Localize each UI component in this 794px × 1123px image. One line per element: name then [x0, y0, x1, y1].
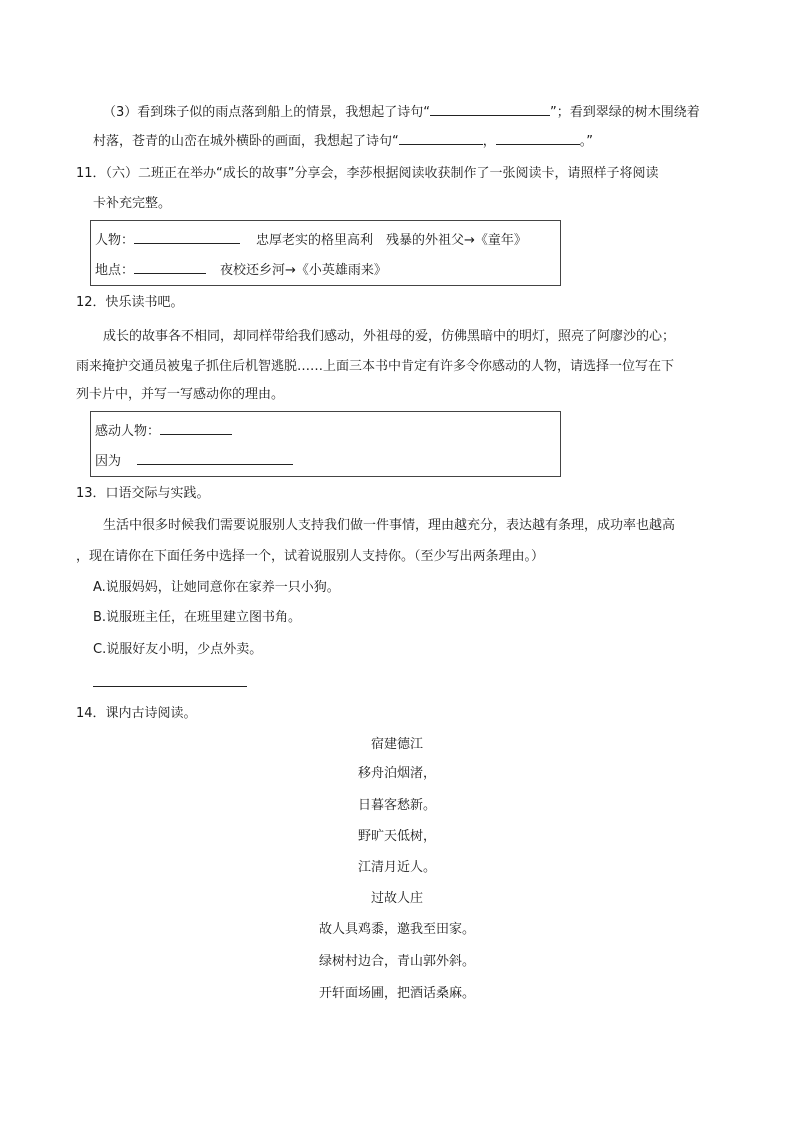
- poem-1-line-2: 日暮客愁新。: [357, 798, 436, 813]
- poem-1-line-3: 野旷天低树，: [357, 829, 436, 844]
- poem-1-line-1: 移舟泊烟渚，: [357, 766, 436, 781]
- poem-2-line-3: 开轩面场圃，把酒话桑麻。: [318, 986, 475, 1001]
- q10-line-1: [103, 101, 700, 123]
- moving-character-card: [90, 411, 561, 477]
- q10-blank-2[interactable]: [399, 130, 483, 145]
- poem-2-line-1: 故人具鸡黍，邀我至田家。: [318, 922, 475, 937]
- reason-blank[interactable]: [137, 450, 293, 465]
- q10-blank-1[interactable]: [430, 101, 550, 116]
- person-examples: 忠厚老实的格里高利 残暴的外祖父→《童年》: [256, 233, 527, 248]
- q12-para-3: 列卡片中，并写一写感动你的理由。: [76, 387, 285, 402]
- q13-answer-blank[interactable]: [93, 672, 247, 687]
- poem-1-title: 宿建德江: [370, 737, 423, 752]
- reason-row: [95, 450, 293, 472]
- reading-card-person-row: [95, 229, 527, 251]
- poem-2-line-2: 绿树村边合，青山郭外斜。: [318, 954, 475, 969]
- person-label: 人物：: [95, 233, 135, 248]
- q10-line1-post: ”；看到翠绿的树木围绕着: [550, 105, 700, 120]
- q13-title: 13．口语交际与实践。: [76, 486, 210, 501]
- q10-line2-pre: 村落，苍青的山峦在城外横卧的画面，我想起了诗句“: [93, 134, 399, 149]
- reason-label: 因为: [95, 454, 122, 469]
- place-label: 地点：: [95, 263, 135, 278]
- q10-line-2: [93, 130, 593, 152]
- q12-title: 12．快乐读书吧。: [76, 295, 184, 310]
- q14-title: 14．课内古诗阅读。: [76, 706, 197, 721]
- poem-2-title: 过故人庄: [370, 891, 423, 906]
- moving-person-row: [95, 420, 232, 442]
- q11-line-1: 11．（六）二班正在举办“成长的故事”分享会，李莎根据阅读收获制作了一张阅读卡，请照样子将阅读: [76, 166, 659, 181]
- person-blank[interactable]: [134, 229, 240, 244]
- q13-option-b: B.说服班主任，在班里建立图书角。: [93, 610, 302, 625]
- q12-para-1: 成长的故事各不相同，却同样带给我们感动，外祖母的爱，仿佛黑暗中的明灯，照亮了阿廖沙的心；: [103, 329, 676, 344]
- poem-1-line-4: 江清月近人。: [357, 860, 436, 875]
- moving-person-label: 感动人物：: [95, 424, 161, 439]
- reading-card: [90, 220, 561, 286]
- q13-para-2: ，现在请你在下面任务中选择一个，试着说服别人支持你。（至少写出两条理由。）: [76, 549, 545, 564]
- q10-blank-3[interactable]: [496, 130, 580, 145]
- moving-person-blank[interactable]: [160, 420, 232, 435]
- q10-line1-pre: （3）看到珠子似的雨点落到船上的情景，我想起了诗句“: [103, 105, 431, 120]
- place-examples: 夜校还乡河→《小英雄雨来》: [220, 263, 387, 278]
- q13-para-1: 生活中很多时候我们需要说服别人支持我们做一件事情，理由越充分，表达越有条理，成功率也越高: [103, 518, 676, 533]
- q10-line2-post: 。”: [579, 134, 594, 149]
- place-blank[interactable]: [134, 259, 206, 274]
- q11-line-2: 卡补充完整。: [93, 196, 172, 211]
- q13-option-c: C.说服好友小明，少点外卖。: [93, 642, 263, 657]
- reading-card-place-row: [95, 259, 387, 281]
- q13-option-a: A.说服妈妈，让她同意你在家养一只小狗。: [93, 580, 340, 595]
- q12-para-2: 雨来掩护交通员被鬼子抓住后机智逃脱……上面三本书中肯定有许多令你感动的人物，请选择一位写在下: [76, 359, 675, 374]
- q10-line2-comma: ，: [482, 134, 496, 149]
